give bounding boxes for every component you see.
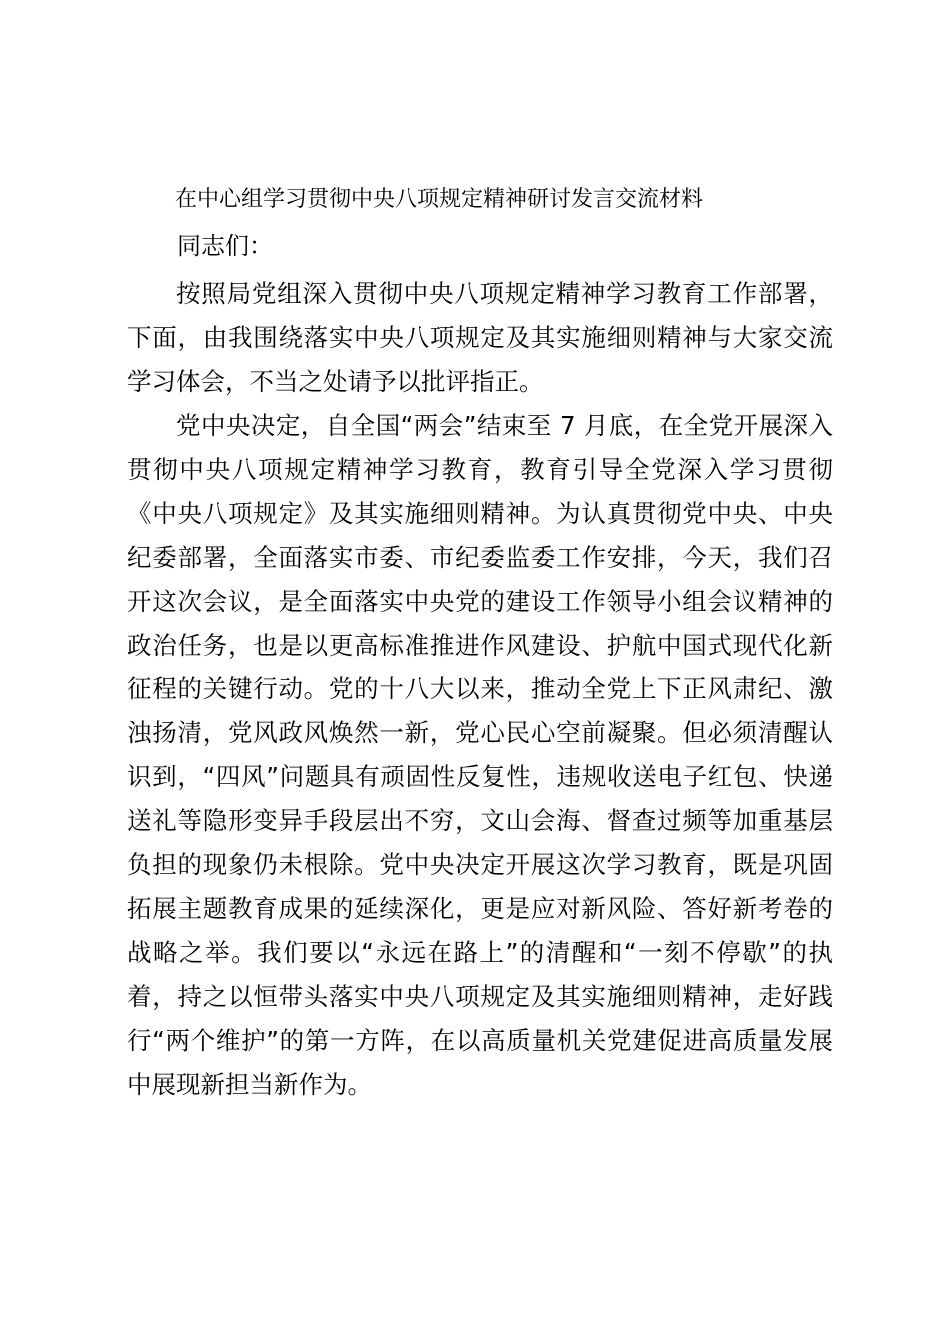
paragraph-intro: 按照局党组深入贯彻中央八项规定精神学习教育工作部署，下面，由我围绕落实中央八项规定及其实施细则精神与大家交流学习体会，不当之处请予以批评指正。 xyxy=(127,279,833,396)
greeting: 同志们： xyxy=(177,232,273,260)
paragraph-background: 党中央决定，自全国“两会”结束至 7 月底，在全党开展深入贯彻中央八项规定精神学习教育，教育引导全党深入学习贯彻《中央八项规定》及其实施细则精神。为认真贯彻党中央、中央纪委部署，全面落实市委、市纪委监委工作安排，今天，我们召开这次会议，是全面落实中央党的建设工作领导小组会议精神的政治任务，也是以更高标准推进作风建设、护航中国式现代化新征程的关键行动。党的十八大以来，推动全党上下正风肃纪、激浊扬清，党风政风焕然一新，党心民心空前凝聚。但必须清醒认识到，“四风”问题具有顽固性反复性，违规收送电子红包、快递送礼等隐形变异手段层出不穷，文山会海、督查过频等加重基层负担的现象仍未根除。党中央决定开展这次学习教育，既是巩固拓展主题教育成果的延续深化，更是应对新风险、答好新考卷的战略之举。我们要以“永远在路上”的清醒和“一刻不停歇”的执着，持之以恒带头落实中央八项规定及其实施细则精神，走好践行“两个维护”的第一方阵，在以高质量机关党建促进高质量发展中展现新担当新作为。 xyxy=(127,411,833,1099)
document-title: 在中心组学习贯彻中央八项规定精神研讨发言交流材料 xyxy=(175,187,704,212)
